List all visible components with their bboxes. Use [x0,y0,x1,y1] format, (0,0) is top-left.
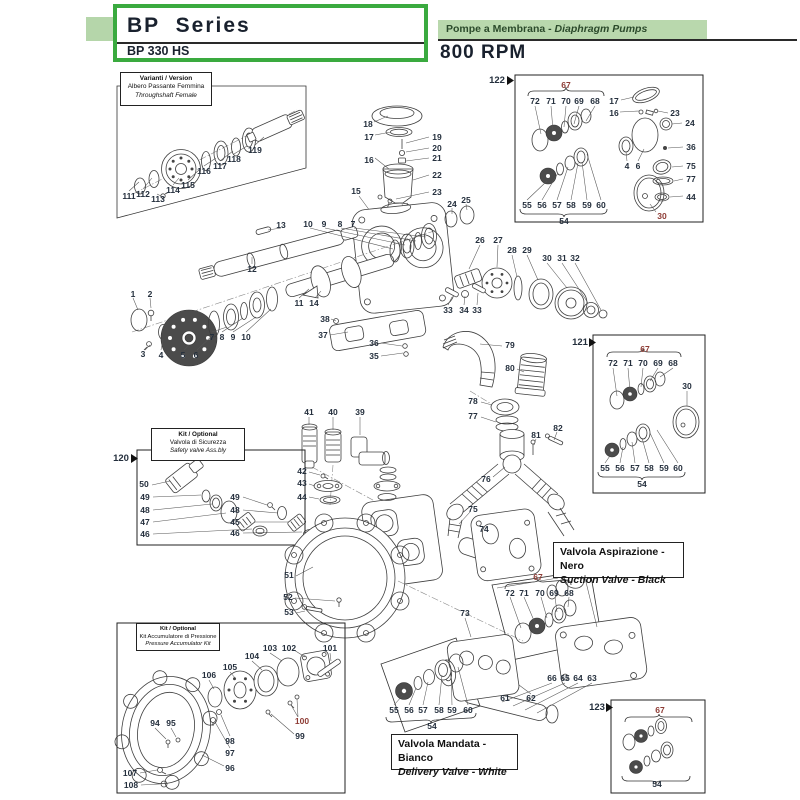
part-label-13: 13 [276,220,286,230]
part-label-28: 28 [507,245,517,255]
safety-kit-line-it: Valvola di Sicurezza [169,439,227,447]
part-label-2: 2 [147,289,153,299]
part-label-12: 12 [247,264,257,274]
part-label-122: 122 [489,75,505,86]
part-label-96: 96 [225,763,235,773]
part-label-79: 79 [505,340,515,350]
part-label-37: 37 [318,330,328,340]
part-label-4: 4 [624,161,630,171]
part-label-58: 58 [566,200,576,210]
part-label-119: 119 [248,145,262,155]
port-fittings [302,417,390,505]
part-label-5: 5 [180,350,186,360]
part-label-55: 55 [522,200,532,210]
part-label-52: 52 [283,592,293,602]
part-label-40: 40 [328,407,338,417]
part-label-81: 81 [531,430,541,440]
part-label-21: 21 [432,153,442,163]
part-label-59: 59 [582,200,592,210]
part-label-72: 72 [505,588,515,598]
hub-flange-parts [445,204,607,319]
part-label-23: 23 [432,187,442,197]
part-label-72: 72 [530,96,540,106]
part-label-94: 94 [150,718,160,728]
part-label-16: 16 [609,108,619,118]
part-label-76: 76 [481,474,491,484]
part-label-69: 69 [653,358,663,368]
part-label-58: 58 [434,705,444,715]
safety-kit-title: Kit / Optional [178,431,218,438]
part-label-22: 22 [432,170,442,180]
part-label-17: 17 [364,132,374,142]
part-label-67: 67 [655,705,665,715]
part-label-53: 53 [284,607,294,617]
part-label-4: 4 [158,350,164,360]
part-label-75: 75 [686,161,696,171]
part-label-6: 6 [193,350,199,360]
suction-valve-callout [553,542,684,587]
part-label-48: 48 [230,505,240,515]
part-label-108: 108 [123,780,139,790]
part-label-67: 67 [640,344,650,354]
part-label-71: 71 [623,358,633,368]
part-label-61: 61 [500,693,510,703]
part-label-78: 78 [468,396,478,406]
part-label-64: 64 [573,673,583,683]
variant-line-it: Albero Passante Femmina [127,83,205,91]
part-label-70: 70 [561,96,571,106]
part-label-50: 50 [139,479,149,489]
part-label-59: 59 [659,463,669,473]
part-label-36: 36 [686,142,696,152]
part-label-7: 7 [350,219,356,229]
part-label-17: 17 [609,96,619,106]
safety-kit-line-en: Safety valve Ass.bly [169,447,227,455]
variant-callout [120,72,212,106]
delivery-valve-line-it: Valvola Mandata - Bianco [398,738,487,765]
pressure-kit-line-it: Kit Accumulatore di Pressione [139,633,217,640]
part-label-54: 54 [427,721,437,731]
part-label-8: 8 [337,219,343,229]
part-label-68: 68 [564,588,574,598]
part-label-51: 51 [284,570,294,580]
part-label-106: 106 [201,670,217,680]
model-title: BP 330 HS [127,44,190,58]
page-title: BP Series [117,8,424,44]
part-label-60: 60 [596,200,606,210]
pump-body [285,467,542,642]
part-label-98: 98 [225,736,235,746]
part-label-44: 44 [686,192,696,202]
part-label-54: 54 [652,779,662,789]
part-label-56: 56 [404,705,414,715]
part-label-46: 46 [140,529,150,539]
part-label-69: 69 [574,96,584,106]
part-label-120: 120 [113,453,129,464]
part-label-59: 59 [447,705,457,715]
part-label-49: 49 [230,492,240,502]
part-label-67: 67 [533,572,543,582]
part-label-30: 30 [542,253,552,263]
part-label-80: 80 [505,363,515,373]
part-label-58: 58 [644,463,654,473]
part-label-24: 24 [685,118,695,128]
part-label-105: 105 [222,662,238,672]
part-label-57: 57 [552,200,562,210]
part-label-101: 101 [322,643,338,653]
part-label-44: 44 [297,492,307,502]
rpm-title: 800 RPM [440,42,527,63]
variant-title: Varianti / Version [139,75,193,82]
part-label-45: 45 [230,517,240,527]
part-label-97: 97 [225,748,235,758]
part-label-74: 74 [479,524,489,534]
part-label-24: 24 [447,199,457,209]
part-label-7: 7 [209,332,215,342]
part-label-71: 71 [519,588,529,598]
part-label-47: 47 [140,517,150,527]
part-label-6: 6 [635,161,641,171]
part-label-103: 103 [262,643,278,653]
part-label-48: 48 [140,505,150,515]
pressure-kit-callout [136,623,220,651]
part-label-65: 65 [560,673,570,683]
part-label-8: 8 [219,332,225,342]
part-label-55: 55 [389,705,399,715]
part-label-23: 23 [670,108,680,118]
part-label-73: 73 [460,608,470,618]
part-label-35: 35 [369,351,379,361]
part-label-54: 54 [637,479,647,489]
part-label-56: 56 [615,463,625,473]
part-label-16: 16 [364,155,374,165]
part-label-42: 42 [297,466,307,476]
part-label-56: 56 [537,200,547,210]
safety-kit-callout [151,428,245,461]
part-label-27: 27 [493,235,503,245]
part-label-39: 39 [355,407,365,417]
part-label-69: 69 [549,588,559,598]
part-label-117: 117 [213,161,227,171]
part-label-57: 57 [418,705,428,715]
part-label-68: 68 [590,96,600,106]
part-label-115: 115 [181,180,195,190]
part-label-9: 9 [230,332,236,342]
part-label-77: 77 [686,174,696,184]
part-label-67: 67 [561,80,571,90]
part-label-36: 36 [369,338,379,348]
part-label-114: 114 [166,185,180,195]
part-label-63: 63 [587,673,597,683]
part-label-33: 33 [472,305,482,315]
part-label-77: 77 [468,411,478,421]
part-label-18: 18 [363,119,373,129]
part-label-60: 60 [673,463,683,473]
suction-valve-line-en: Suction Valve - Black [560,574,666,587]
part-label-75: 75 [468,504,478,514]
part-label-19: 19 [432,132,442,142]
part-label-14: 14 [309,298,319,308]
part-label-9: 9 [321,219,327,229]
part-label-72: 72 [608,358,618,368]
part-label-112: 112 [136,189,150,199]
part-label-38: 38 [320,314,330,324]
pressure-kit-title: Kit / Optional [159,626,197,632]
part-label-10: 10 [241,332,251,342]
part-label-99: 99 [295,731,305,741]
part-label-116: 116 [197,166,211,176]
part-label-82: 82 [553,423,563,433]
part-label-43: 43 [297,478,307,488]
part-label-121: 121 [572,337,588,348]
part-label-26: 26 [475,235,485,245]
part-label-11: 11 [294,298,304,308]
part-label-118: 118 [227,154,241,164]
variant-line-en: Throughshaft Female [135,91,197,99]
part-label-1: 1 [130,289,136,299]
safety-valve-kit [131,450,305,545]
part-label-68: 68 [668,358,678,368]
part-label-10: 10 [303,219,313,229]
part-label-30: 30 [657,211,667,221]
part-label-31: 31 [557,253,567,263]
part-label-100: 100 [294,716,310,726]
banner-italian: Pompe a Membrana - [446,23,555,35]
part-label-49: 49 [140,492,150,502]
part-label-55: 55 [600,463,610,473]
part-label-70: 70 [535,588,545,598]
part-label-102: 102 [281,643,297,653]
part-label-33: 33 [443,305,453,315]
part-label-20: 20 [432,143,442,153]
part-label-95: 95 [166,718,176,728]
part-label-107: 107 [122,768,138,778]
part-label-15: 15 [351,186,361,196]
part-label-25: 25 [461,195,471,205]
suction-valve-line-it: Valvola Aspirazione - Nero [560,546,665,573]
part-label-111: 111 [122,191,136,201]
part-label-41: 41 [304,407,314,417]
part-label-123: 123 [589,702,605,713]
pressure-kit-line-en: Pressure Accumulator Kit [145,641,211,648]
part-label-62: 62 [526,693,536,703]
delivery-valve-callout [391,734,518,779]
part-label-70: 70 [638,358,648,368]
part-label-57: 57 [630,463,640,473]
part-label-71: 71 [546,96,556,106]
part-label-29: 29 [522,245,532,255]
part-label-3: 3 [140,349,146,359]
banner-english: Diaphragm Pumps [554,23,648,35]
part-label-34: 34 [459,305,469,315]
part-label-104: 104 [244,651,260,661]
part-label-32: 32 [570,253,580,263]
part-label-46: 46 [230,528,240,538]
part-label-30: 30 [682,381,692,391]
part-label-113: 113 [151,194,165,204]
part-label-54: 54 [559,216,569,226]
delivery-valve-line-en: Delivery Valve - White [398,766,507,779]
part-label-60: 60 [463,705,473,715]
part-label-66: 66 [547,673,557,683]
